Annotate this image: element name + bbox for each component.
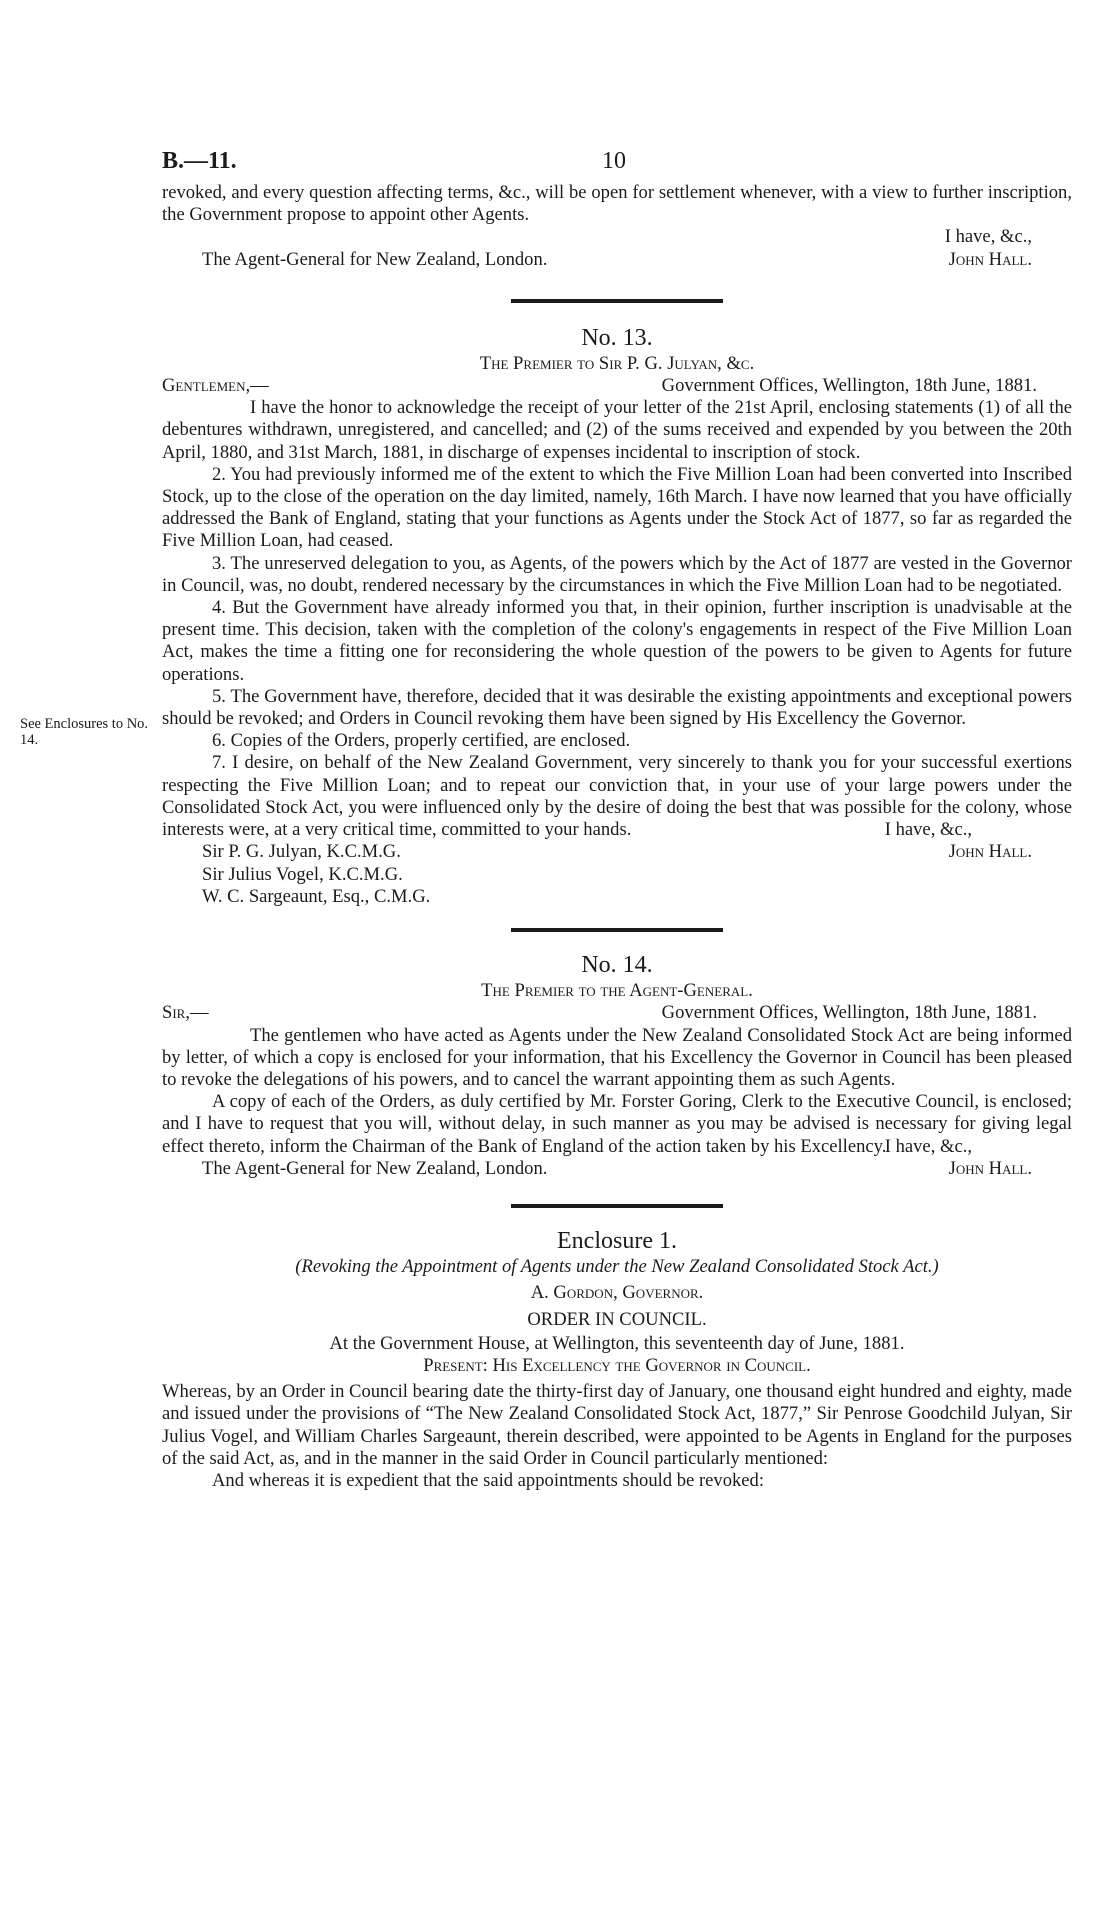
paragraph-6-wrap <box>20 716 1072 752</box>
salutation: Gentlemen,— <box>162 375 269 397</box>
salutation-row-13 <box>162 375 1072 397</box>
paragraph-7: 7. I desire, on behalf of the New Zealand Government, very sincerely to thank you for your successful exertions respecting the Five Million Loan; and to repeat our conviction that, in your use of your large powers under the Consolidated Stock Act, you were influenced only by the desire of doing the best that was possible for the colony, whose interests were, at a very critical time, committed to your hands. <box>162 752 1072 841</box>
signature-row <box>162 249 1072 271</box>
paragraph-1: I have the honor to acknowledge the receipt of your letter of the 21st April, enclosing statements (1) of all the debentures withdrawn, unregistered, and cancelled; and (2) of the sums received and expended by you between the 20th April, 1880, and 31st March, 1881, in discharge of expenses incidental to inscription of stock. <box>162 397 1072 463</box>
paragraph-3: 3. The unreserved delegation to you, as Agents, of the powers which by the Act of 1877 are vested in the Governor in Council, was, no doubt, rendered necessary by the circumstances in which the Five Million Loan had to be negotiated. <box>162 552 1072 596</box>
paragraph-2: 2. You had previously informed me of the extent to which the Five Million Loan had been converted into Inscribed Stock, up to the close of the operation on the day limited, namely, 16th March. I have now learned that you have officially addressed the Bank of England, stating that your functions as Agents under the Stock Act of 1877, so far as regarded the Five Million Loan, had ceased. <box>162 463 1072 552</box>
place-date: Government Offices, Wellington, 18th June, 1881. <box>661 375 1037 397</box>
letter-subtitle-13: The Premier to Sir P. G. Julyan, &c. <box>479 352 755 374</box>
paragraph-2: A copy of each of the Orders, as duly certified by Mr. Forster Goring, Clerk to the Executive Council, is enclosed; and I have to request that you will, without delay, in such manner as you may be advised is necessary for giving legal effect thereto, inform the Chairman of the Bank of England of the action taken by his Excellency. <box>162 1091 1072 1157</box>
addressee: The Agent-General for New Zealand, London. <box>202 248 548 270</box>
signature-row-14 <box>162 1158 1072 1180</box>
enclosure-title: Enclosure 1. <box>557 1228 677 1255</box>
addressee-1: Sir P. G. Julyan, K.C.M.G. <box>202 841 401 863</box>
page-number: 10 <box>602 148 626 174</box>
letter-title-13: No. 13. <box>581 324 653 351</box>
document-code: B.—11. <box>162 148 237 174</box>
letter-title-14: No. 14. <box>581 952 653 979</box>
signer: John Hall. <box>948 1157 1032 1179</box>
page-header <box>162 150 1072 182</box>
addressee: The Agent-General for New Zealand, London. <box>202 1157 548 1179</box>
closing: I have, &c., <box>884 819 972 841</box>
page <box>20 148 1072 1492</box>
salutation: Sir,— <box>162 1002 209 1024</box>
margin-note: See Enclosures to No. 14. <box>20 716 149 749</box>
continued-paragraph: revoked, and every question affecting terms, &c., will be open for settlement whenever, with a view to further inscription, the Government propose to appoint other Agents. <box>162 182 1072 226</box>
closing: I have, &c., <box>944 226 1032 248</box>
paragraph-4: 4. But the Government have already informed you that, in their opinion, further inscription is unadvisable at the present time. This decision, taken with the completion of the colony's engagements in respect of the Five Million Loan Act, makes the time a fitting one for reconsidering the whole question of the powers to be given to Agents for future operations. <box>162 597 1072 685</box>
addressee-2: Sir Julius Vogel, K.C.M.G. <box>202 863 403 885</box>
order-paragraph-2: And whereas it is expedient that the said appointments should be revoked: <box>212 1469 765 1491</box>
paragraph-6: 6. Copies of the Orders, properly certified, are enclosed. <box>212 730 631 752</box>
paragraph-1: The gentlemen who have acted as Agents under the New Zealand Consolidated Stock Act are being informed by letter, of which a copy is enclosed for your information, that his Excellency the Governor in Council has been pleased to revoke the delegations of his powers, and to cancel the warrant appointing them as such Agents. <box>162 1024 1072 1090</box>
present-line: Present: His Excellency the Governor in Council. <box>423 1354 811 1376</box>
signer: John Hall. <box>948 841 1032 863</box>
enclosure-subtitle: (Revoking the Appointment of Agents under the New Zealand Consolidated Stock Act.) <box>295 1256 939 1278</box>
section-rule <box>511 299 723 303</box>
addressee-3: W. C. Sargeaunt, Esq., C.M.G. <box>202 885 431 907</box>
paragraph-5: 5. The Government have, therefore, decided that it was desirable the existing appointments and exceptional powers should be revoked; and Orders in Council revoking them have been signed by His Excellency the Governor. <box>162 685 1072 730</box>
closing: I have, &c., <box>884 1135 972 1157</box>
place-date: Government Offices, Wellington, 18th June, 1881. <box>661 1002 1037 1024</box>
section-rule <box>511 1204 723 1208</box>
governor-line: A. Gordon, Governor. <box>530 1282 704 1304</box>
letter-subtitle-14: The Premier to the Agent-General. <box>481 980 753 1002</box>
salutation-row-14 <box>162 1002 1072 1024</box>
signature-row-13 <box>162 841 1072 863</box>
order-paragraph-1: Whereas, by an Order in Council bearing date the thirty-first day of January, one thousand eight hundred and eighty, made and issued under the provisions of “The New Zealand Consolidated Stock Act, 1877,” Sir Penrose Goodchild Julyan, Sir Julius Vogel, and William Charles Sargeaunt, therein described, were appointed to be Agents in England for the purposes of the said Act, as, and in the manner in the said Order in Council particularly mentioned: <box>162 1381 1072 1469</box>
signer: John Hall. <box>948 248 1032 270</box>
order-heading: ORDER IN COUNCIL. <box>527 1308 707 1330</box>
section-rule <box>511 928 723 932</box>
order-place: At the Government House, at Wellington, this seventeenth day of June, 1881. <box>329 1332 905 1354</box>
